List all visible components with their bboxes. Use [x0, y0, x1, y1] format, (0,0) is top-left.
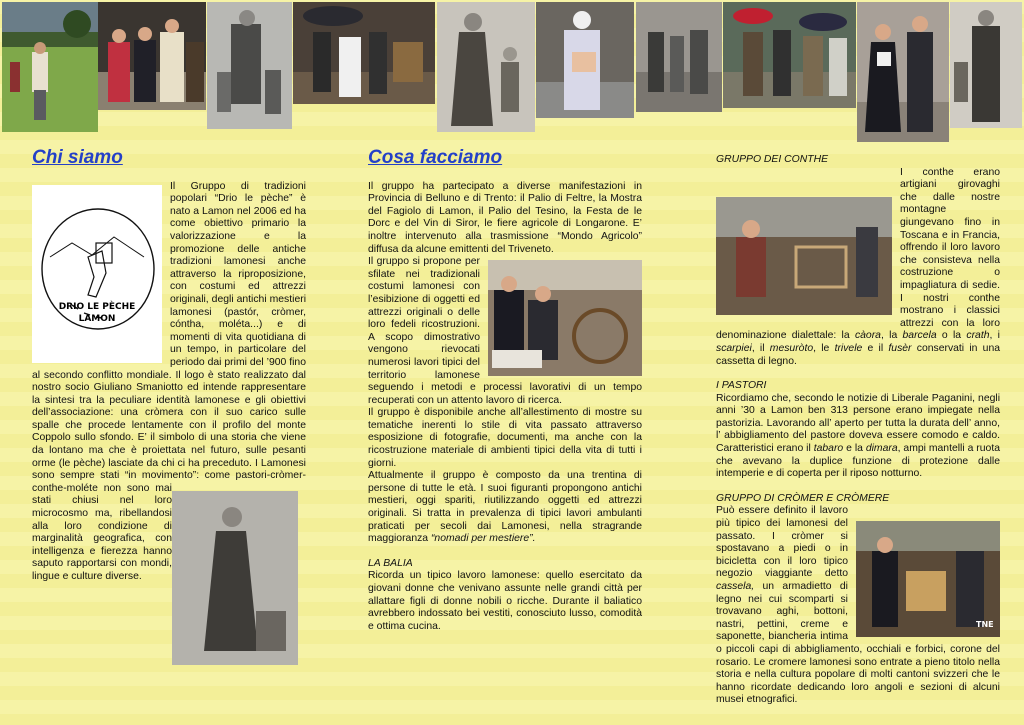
cosa-facciamo-p4 [368, 470, 642, 546]
photo-conthe-chairs [716, 197, 892, 315]
photo-historic-man [950, 2, 1022, 128]
logo-text-lamon: LAMON [78, 313, 116, 324]
cromer-text-a: Può essere definito il lavoro più tipico dei lamonesi del passato. I cròmer si spostavano a piedi o in bicicletta con il loro tipico negozio viaggiante detto [716, 505, 848, 580]
word-tabaro: tabaro [813, 443, 844, 455]
cosa-facciamo-p3: Il gruppo è disponibile anche all’allestimento di mostre su tematiche inerenti lo stile di vita passato attraverso esposizione di fotografie, documenti, ma anche con la ricostruzione materiale di ambienti tipici della vita di tutti i giorni. [368, 407, 642, 469]
nomadi-per-mestiere: “nomadi per mestiere”. [430, 533, 536, 545]
logo-drio-le-peche [32, 185, 162, 363]
photo-spinning-women [488, 260, 642, 376]
section-title-cosa-facciamo: Cosa facciamo [368, 147, 503, 168]
pastori-text-a: Ricordiamo che, secondo le notizie di Liberale Paganini, negli anni ’30 a Lamon ben 313 persone erano impiegate nella pastorizia. Lavorando all’ aperto per tutta la durata dell’ anno, l’ abbigliamento del pastore doveva essere comodo e caldo. Caratteristici erano il [716, 392, 1000, 455]
balia-text: Ricorda un tipico lavoro lamonese: quello esercitato da giovani donne che venivano assunte nelle grandi città per allattare figli di donne nobili o ricche. Durante il baliatico avrebbero indossato bei vestiti, conosciuto lusso, comodità e ottima cucina. [368, 570, 642, 632]
sep-3: , i [989, 330, 1000, 342]
cosa-facciamo-p1: Il gruppo ha partecipato a diverse manifestazioni in Provincia di Belluno e di Trento: il Palio di Feltre, la Mostra del Fagiolo di Lamon, il Palio del Tesino, la Festa de le Dorc e del Vin di Siror, le fiere agricole di Longarone. E’ inoltre intervenuto alla trasmissione “Mondo Agricolo” diffusa da alcune emittenti del Triveneto. [368, 180, 642, 255]
photo-cromere-market [856, 521, 1000, 637]
photo-meadow-group [2, 2, 98, 132]
section-title-chi-siamo: Chi siamo [32, 147, 123, 168]
sep-6: e il [862, 342, 889, 354]
pastori-text [716, 393, 1000, 481]
word-trivele: trivele [834, 342, 863, 354]
word-cassela: cassela, [716, 581, 755, 592]
logo-text-drio: DRIO LE PÈCHE [58, 301, 136, 312]
photo-couple-costume [857, 2, 949, 142]
sep-8: e la [843, 443, 866, 455]
tv-logo: TNE [976, 620, 994, 630]
conthe-text-a: I conthe erano artigiani girovaghi che dalle nostre montagne giungevano fino in Toscana e in Francia, offrendo il loro lavoro che consisteva nella costruzione o impagliatura di sedie. I nostri conthe mostrano i classici attrezzi con la loro denominazione dialettale: la [716, 166, 1000, 342]
sep-1: , la [880, 330, 903, 342]
photo-family-group [636, 2, 722, 112]
word-caora: càora [854, 330, 881, 342]
photo-parade-umbrellas [293, 2, 435, 104]
cosa-facciamo-p2: Il gruppo si propone per sfilate nei tradizionali costumi lamonesi con l’esibizione di oggetti ed attrezzi originali o delle loro fedeli ricostruzioni. A scopo dimostrativo vengono rievocati numerosi lavori tipici del territorio lamonese seguendo i metodi e processi lavorativi di un tempo recuperati con un attento lavoro di ricerca. [368, 256, 642, 406]
conthe-text-b: conservati in una cassetta di legno. [716, 342, 1001, 367]
word-barcela: barcela [902, 330, 937, 342]
column-cosa-facciamo [368, 147, 642, 633]
cromer-text-b: un armadietto di legno nei cui scomparti si trovavano aghi, bottoni, nastri, pettini, creme e saponette, biancheria intima o piccoli capi di abbigliamento, occhiali e forbici, corone del rosario. Le cromere lamonesi sono entrate a pieno titolo nella storia e nella cultura popolare di molti cantoni svizzeri che le hanno ricordate dedicando loro angoli e sezioni di alcuni musei etnografici. [716, 581, 1000, 706]
photo-woman-apron [536, 2, 634, 118]
conthe-title: GRUPPO DEI CONTHE [716, 154, 828, 165]
balia-title: LA BALIA [368, 557, 413, 569]
photo-historic-woman-child [437, 2, 535, 132]
column-chi-siamo [32, 147, 306, 669]
photo-crowd-umbrellas [723, 2, 856, 108]
word-crath: crath [966, 330, 990, 342]
word-mesuroto: mesuròto [769, 342, 814, 354]
cosa-facciamo-p4-text: Attualmente il gruppo è composto da una trentina di persone di tutte le età. I suoi figuranti propongono antichi mestieri, oggi spariti, riutilizzando oggetti ed attrezzi originali. Si tratta in prevalenza di tipici lavori ambulanti praticati per secoli dai Lamonesi, nella stragrande maggioranza [368, 470, 642, 545]
cromer-title: GRUPPO DI CRÒMER E CRÒMERE [716, 492, 890, 504]
photo-costumed-women [98, 2, 206, 110]
pastori-text-b: , ampi mantelli a ruota che avevano la duplice funzione di protezione dalle intemperie e di coperta per il riposo notturno. [716, 443, 1000, 480]
word-scarpiei: scarpiei [716, 342, 752, 354]
column-gruppi [716, 154, 1000, 707]
pastori-title: I PASTORI [716, 380, 767, 392]
photo-historic-woman-standing [172, 491, 298, 665]
chi-siamo-text: Il Gruppo di tradizioni popolari “Drio le pèche” è nato a Lamon nel 2006 ed ha come obiettivo primario la valorizzazione e la promozione delle antiche tradizioni lamonesi anche attraverso la riproposizione, con costumi ed attrezzi originali, degli antichi mestieri lamonesi (pastór, cròmer, cóntha, moléta...) e di momenti di vita quotidiana di un tempo, in particolare del periodo dai primi del ’900 fino al secondo conflitto mondiale. Il logo è stato realizzato dal nostro socio Giuliano Smaniotto ed intende rappresentare la sintesi tra la peculiare identità lamonese e gli obiettivi dell’associazione: una cròmera con il suo carico sulle spalle che procede lentamente con il profilo del monte Coppolo sullo sfondo. E’ il simbolo di una storia che viene da lontano ma che è proiettata nel futuro, sulle pesanti orme (le pèche) lasciate da chi ci ha preceduto. I Lamonesi sono sempre stati “in movimento”: come pastori-cròmer-conthe-moléte non sono mai stati chiusi nel loro microcosmo ma, ribellandosi alla loro condizione di marginalità geografica, con intelligenza e fierezza hanno saputo rapportarsi con mondi, lingue e culture diverse. [32, 180, 306, 582]
sep-5: , le [813, 342, 835, 354]
photo-historic-woman-children [207, 2, 292, 129]
word-fuser: fusèr [888, 342, 912, 354]
word-dimara: dimara [865, 443, 898, 455]
sep-4: , il [751, 342, 770, 354]
sep-2: o la [936, 330, 967, 342]
